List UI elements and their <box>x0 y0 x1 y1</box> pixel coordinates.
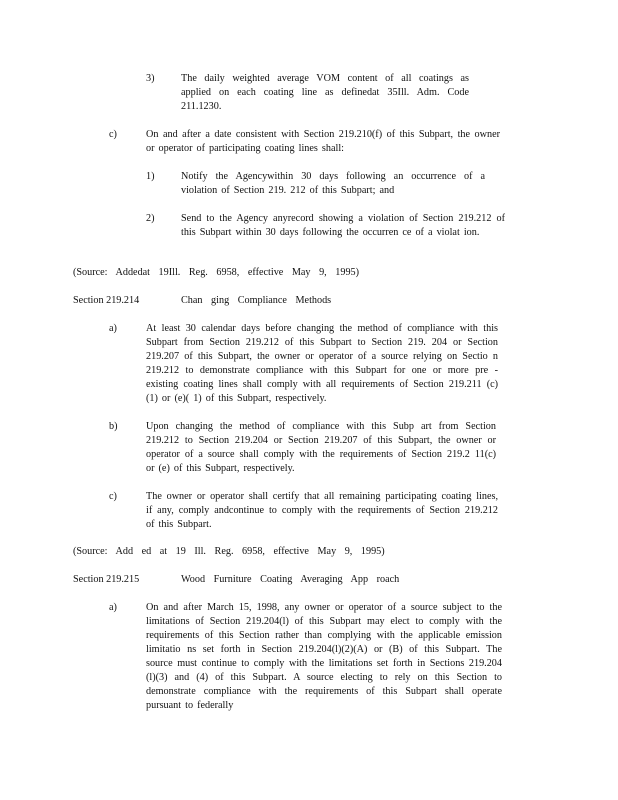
section-214-number: Section 219.214 <box>73 295 140 306</box>
section-214-title: Chan ging Compliance Methods <box>181 295 332 306</box>
section-215-a-label: a) <box>109 602 117 613</box>
section-215-number: Section 219.215 <box>73 574 140 585</box>
section-214-c-label: c) <box>109 491 117 502</box>
source-note-2: (Source: Add ed at 19 Ill. Reg. 6958, effective May 9, 1995) <box>73 546 385 557</box>
item-3-label: 3) <box>146 73 155 84</box>
section-215-a-text: On and after March 15, 1998, any owner or operator of a source subject to the limitations of Section 219.204(l) of this Subpart may elect to comply with the requirements of this Section rather than complying with the applicable emission limitatio ns set forth in Section 219.204(l)(2)(A) or (B) of this Subpart. The source must continue to comply with the limitations set forth in Sections 219.204 (l)(3) and (4) of this Subpart. A source electing to rely on this Section to demonstrate compliance with the requirements of this Subpart shall operate pursuant to federally <box>146 602 502 711</box>
subsection-c-text: On and after a date consistent with Section 219.210(f) of this Subpart, the owner or operator of participating coating lines shall: <box>146 129 500 154</box>
section-214-c-text: The owner or operator shall certify that all remaining participating coating lines, if any, comply andcontinue to comply with the requirements of Section 219.212 of this Subpart. <box>146 491 498 530</box>
section-214-b-text: Upon changing the method of compliance with this Subp art from Section 219.212 to Section 219.204 or Section 219.207 of this Subpart, the owner or operator of a source shall comply with the requirements of Section 219.2 11(c) or (e) of this Subpart, respectively. <box>146 421 496 474</box>
section-214-b-label: b) <box>109 421 118 432</box>
subsection-c-label: c) <box>109 129 117 140</box>
item-2-label: 2) <box>146 213 155 224</box>
section-214-a-label: a) <box>109 323 117 334</box>
source-note-1: (Source: Addedat 19Ill. Reg. 6958, effective May 9, 1995) <box>73 267 360 278</box>
item-2-text: Send to the Agency anyrecord showing a violation of Section 219.212 of this Subpart within 30 days following the occurren ce of a violat ion. <box>181 213 505 238</box>
section-215-title: Wood Furniture Coating Averaging App roach <box>181 574 400 585</box>
item-1-text: Notify the Agencywithin 30 days following an occurrence of a violation of Section 219. 212 of this Subpart; and <box>181 171 485 196</box>
item-3-text: The daily weighted average VOM content of all coatings as applied on each coating line as definedat 35Ill. Adm. Code 211.1230. <box>181 73 469 112</box>
item-1-label: 1) <box>146 171 155 182</box>
section-214-a-text: At least 30 calendar days before changing the method of compliance with this Subpart from Section 219.212 of this Subpart to Section 219. 204 or Section 219.207 of this Subpart, the owner or operator of a source relying on Sectio n 219.212 to demonstrate compliance with this Subpart for one or more pre -existing coating lines shall comply with all requirements of Section 219.211 (c)(1) or (e)( 1) of this Subpart, respectively. <box>146 323 498 404</box>
